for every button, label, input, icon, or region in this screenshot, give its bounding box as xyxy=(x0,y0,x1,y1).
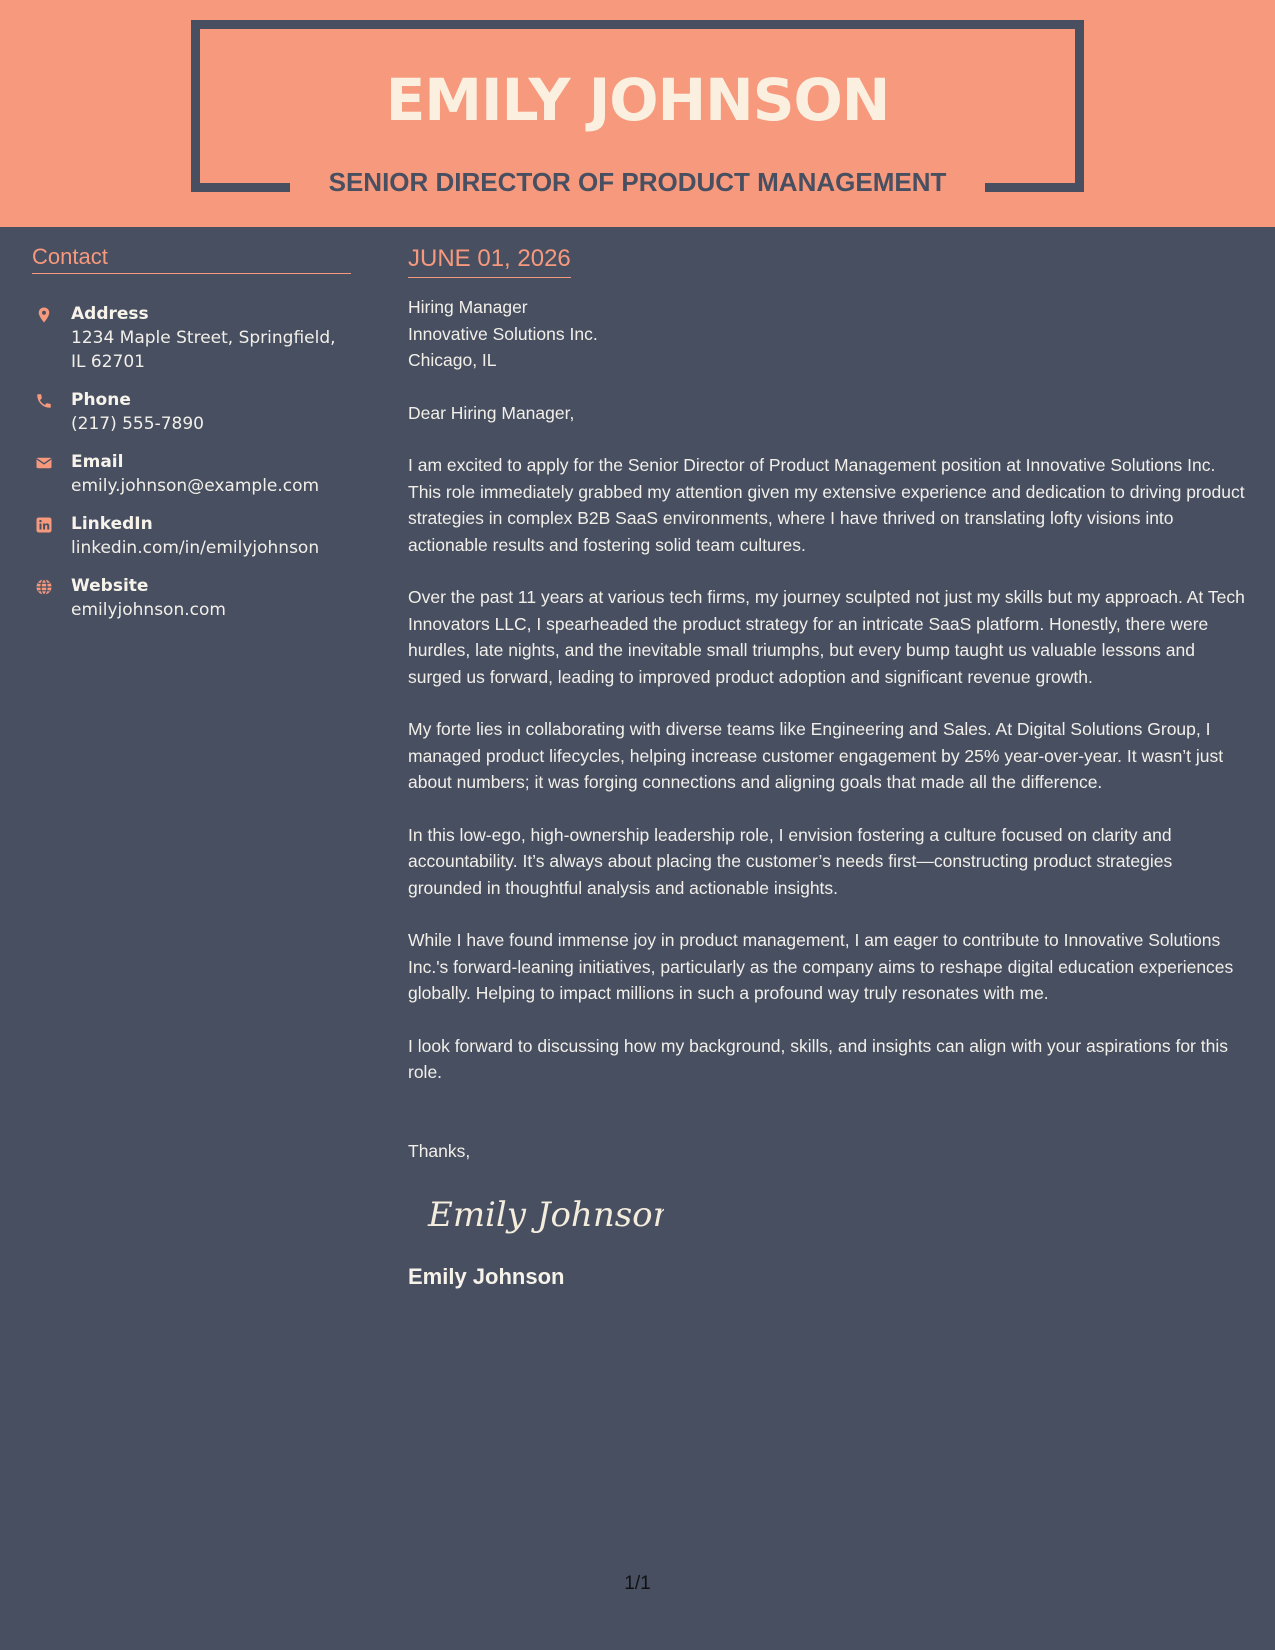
contact-email-value[interactable]: emily.johnson@example.com xyxy=(71,476,320,496)
signature-image xyxy=(424,1184,664,1244)
globe-icon xyxy=(35,578,53,596)
letter-paragraph: My forte lies in collaborating with diverse teams like Engineering and Sales. At Digital Solutions Group, I managed product lifecycles, helping increase customer engagement by 25% year-over-year. It wasn’t just about numbers; it was forging connections and aligning goals that made all the difference. xyxy=(408,719,1224,792)
letter-paragraph: In this low-ego, high-ownership leadership role, I envision fostering a culture focused on clarity and accountability. It’s always about placing the customer’s needs first—constructing product strategies grounded in thoughtful analysis and actionable insights. xyxy=(408,824,1173,898)
salutation: Dear Hiring Manager, xyxy=(408,402,575,423)
recipient-line: Hiring Manager xyxy=(408,297,528,317)
letter-date: JUNE 01, 2026 xyxy=(408,243,571,278)
contact-phone xyxy=(32,388,352,436)
contact-website-value[interactable]: emilyjohnson.com xyxy=(71,600,226,620)
page-number: 1/1 xyxy=(624,1573,651,1594)
letter-paragraph: While I have found immense joy in product management, I am eager to contribute to Innovative Solutions Inc.'s forward-leaning initiatives, particularly as the company aims to reshape digital education experiences globally. Helping to impact millions in such a profound way truly resonates with me. xyxy=(408,930,1234,1003)
contact-linkedin xyxy=(32,512,352,560)
letter-paragraph: Over the past 11 years at various tech firms, my journey sculpted not just my skills but my approach. At Tech Innovators LLC, I spearheaded the product strategy for an intricate SaaS platform. Honestly, there were hurdles, late nights, and the inevitable small triumphs, but every bump taught us valuable lessons and surged us forward, leading to improved product adoption and significant revenue growth. xyxy=(408,587,1245,687)
contact-heading: Contact xyxy=(32,243,351,274)
contact-phone-value: (217) 555-7890 xyxy=(71,414,204,434)
letter-body xyxy=(408,243,1248,1291)
contact-email-label: Email xyxy=(71,452,124,472)
applicant-title: SENIOR DIRECTOR OF PRODUCT MANAGEMENT xyxy=(328,167,947,197)
letter-paragraph: I am excited to apply for the Senior Director of Product Management position at Innovative Solutions Inc. This role immediately grabbed my attention given my extensive experience and dedication to driving product strategies in complex B2B SaaS environments, where I have thrived on translating lofty visions into actionable results and fostering solid team cultures. xyxy=(408,455,1245,555)
contact-address xyxy=(32,302,352,374)
contact-sidebar xyxy=(32,243,352,622)
contact-linkedin-value[interactable]: linkedin.com/in/emilyjohnson xyxy=(71,538,320,558)
header-frame-top xyxy=(191,20,1084,29)
contact-website xyxy=(32,574,352,622)
contact-email xyxy=(32,450,352,498)
phone-icon xyxy=(35,392,53,410)
recipient-line: Innovative Solutions Inc. xyxy=(408,323,598,344)
recipient-line: Chicago, IL xyxy=(408,350,497,370)
applicant-name: EMILY JOHNSON xyxy=(385,66,890,134)
letter-paragraph: I look forward to discussing how my background, skills, and insights can align with your aspirations for this role. xyxy=(408,1035,1228,1082)
contact-phone-label: Phone xyxy=(71,390,131,410)
signed-name: Emily Johnson xyxy=(408,1264,565,1289)
signature-text: Emily Johnson xyxy=(428,1195,664,1235)
header-banner xyxy=(0,0,1275,227)
contact-linkedin-label: LinkedIn xyxy=(71,514,153,534)
contact-address-value: 1234 Maple Street, Springfield, IL 62701 xyxy=(71,328,336,372)
contact-address-label: Address xyxy=(71,304,149,324)
recipient-block xyxy=(408,294,1248,374)
envelope-icon xyxy=(35,454,53,472)
linkedin-icon xyxy=(35,516,53,534)
map-pin-icon xyxy=(35,306,53,324)
closing: Thanks, xyxy=(408,1140,471,1161)
contact-website-label: Website xyxy=(71,576,149,596)
